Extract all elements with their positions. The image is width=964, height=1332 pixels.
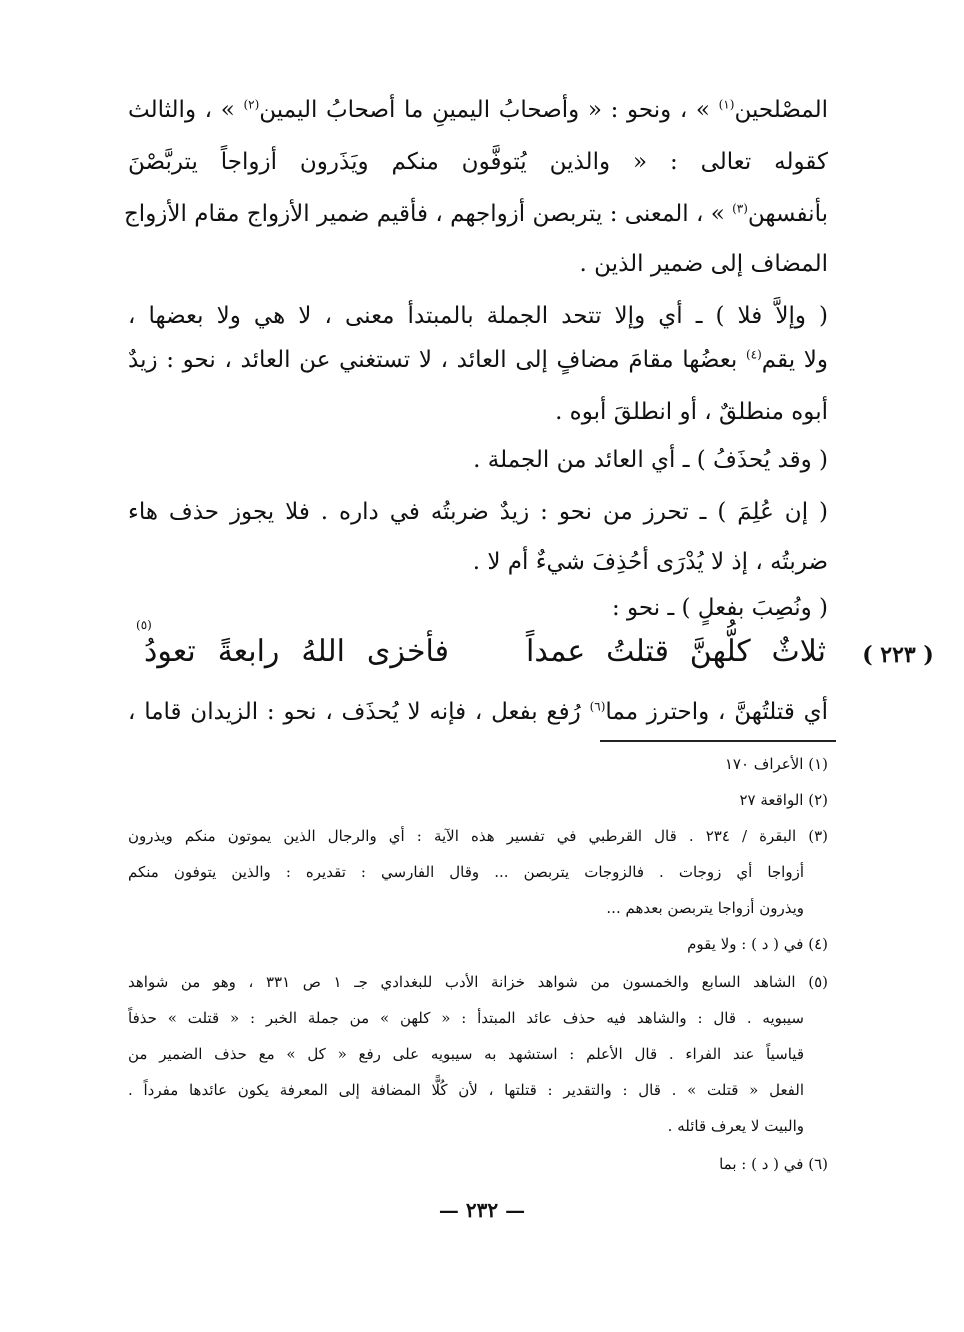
footnote-continuation: ويذرون أزواجا يتربصن بعدهم ...: [606, 899, 804, 917]
footnote: (٥) الشاهد السابع والخمسون من شواهد خزانة الأدب للبغدادي جـ ١ ص ٣٣١ ، وهو من شواهد: [128, 973, 829, 991]
footnote: (٤) في ( د ) : ولا يقوم: [687, 935, 828, 953]
footnote: (٦) في ( د ) : بما: [719, 1155, 828, 1173]
margin-number: ( ٢٢٣ ): [862, 642, 934, 668]
page-number: — ٢٣٢ —: [438, 1198, 526, 1222]
body-line: ضربتُه ، إذ لا يُدْرَى أحُذِفَ شيءٌ أم لا .: [472, 549, 828, 575]
body-line: ولا يقم$^{(٤)}$ بعضُها مقامَ مضافٍ إلى العائد ، لا تستغني عن العائد ، نحو : زيدٌ: [128, 347, 828, 373]
verse-hemistich-2: فأخزى اللهُ رابعةً تعودُ: [144, 634, 449, 669]
verse-hemistich-1: ثلاثٌ كلُّهنَّ قتلتُ عمداً: [526, 634, 826, 669]
footnote-continuation: والبيت لا يعرف قائله .: [667, 1117, 804, 1135]
body-line: أبوه منطلقٌ ، أو انطلقَ أبوه .: [555, 399, 828, 425]
footnote-continuation: أزواجا أي زوجات . فالزوجات يتربصن ... وقال الفارسي : تقديره : والذين يتوفون منكم: [128, 863, 804, 881]
footnote-continuation: الفعل « قتلت » . قال : والتقدير : قتلتها ، لأن كُلًّا المضافة إلى المعرفة يكون عائدها مفرداً .: [128, 1081, 804, 1099]
body-line: المضاف إلى ضمير الذين .: [579, 251, 828, 277]
footnote: (٢) الواقعة ٢٧: [739, 791, 828, 809]
body-line: كقوله تعالى : « والذين يُتوفَّون منكم ويَذَرون أزواجاً يتربَّصْنَ: [128, 149, 828, 175]
body-line: ( وإلاَّ فلا ) ـ أي وإلا تتحد الجملة بالمبتدأ معنى ، لا هي ولا بعضها ،: [128, 303, 828, 329]
footnote: (١) الأعراف ١٧٠: [724, 755, 828, 773]
body-line: بأنفسهن$^{(٣)}$ » ، المعنى : يتربصن أزواجهم ، فأقيم ضمير الأزواج مقام الأزواج: [123, 201, 828, 227]
body-line: ( إن عُلِمَ ) ـ تحرز من نحو : زيدٌ ضربتُه في داره . فلا يجوز حذف هاء: [128, 499, 828, 525]
footnote: (٣) البقرة / ٢٣٤ . قال القرطبي في تفسير هذه الآية : أي والرجال الذين يموتون منكم ويذرون: [128, 827, 828, 845]
footnote-rule: [600, 740, 836, 742]
body-line: أي قتلتُهنَّ ، واحترز مما$^{(٦)}$ رُفع بفعل ، فإنه لا يُحذَف ، نحو : الزيدان قاما ،: [128, 699, 828, 725]
body-line: المصْلحين$^{(١)}$ » ، ونحو : « وأصحابُ اليمينِ ما أصحابُ اليمين$^{(٢)}$ » ، والثالث: [128, 97, 828, 123]
body-line: ( وقد يُحذَفُ ) ـ أي العائد من الجملة .: [473, 447, 828, 473]
verse-note-marker: (٥): [136, 618, 152, 632]
footnote-continuation: قياسياً عند الفراء . قال الأعلم : استشهد به سيبويه على رفع « كل » مع حذف الضمير من: [128, 1045, 804, 1063]
body-line: ( ونُصِبَ بفعلٍ ) ـ نحو :: [611, 595, 828, 621]
footnote-continuation: سيبويه . قال : والشاهد فيه حذف عائد المبتدأ : « كلهن » من جملة الخبر : « قتلت » حذفاً: [128, 1009, 804, 1027]
